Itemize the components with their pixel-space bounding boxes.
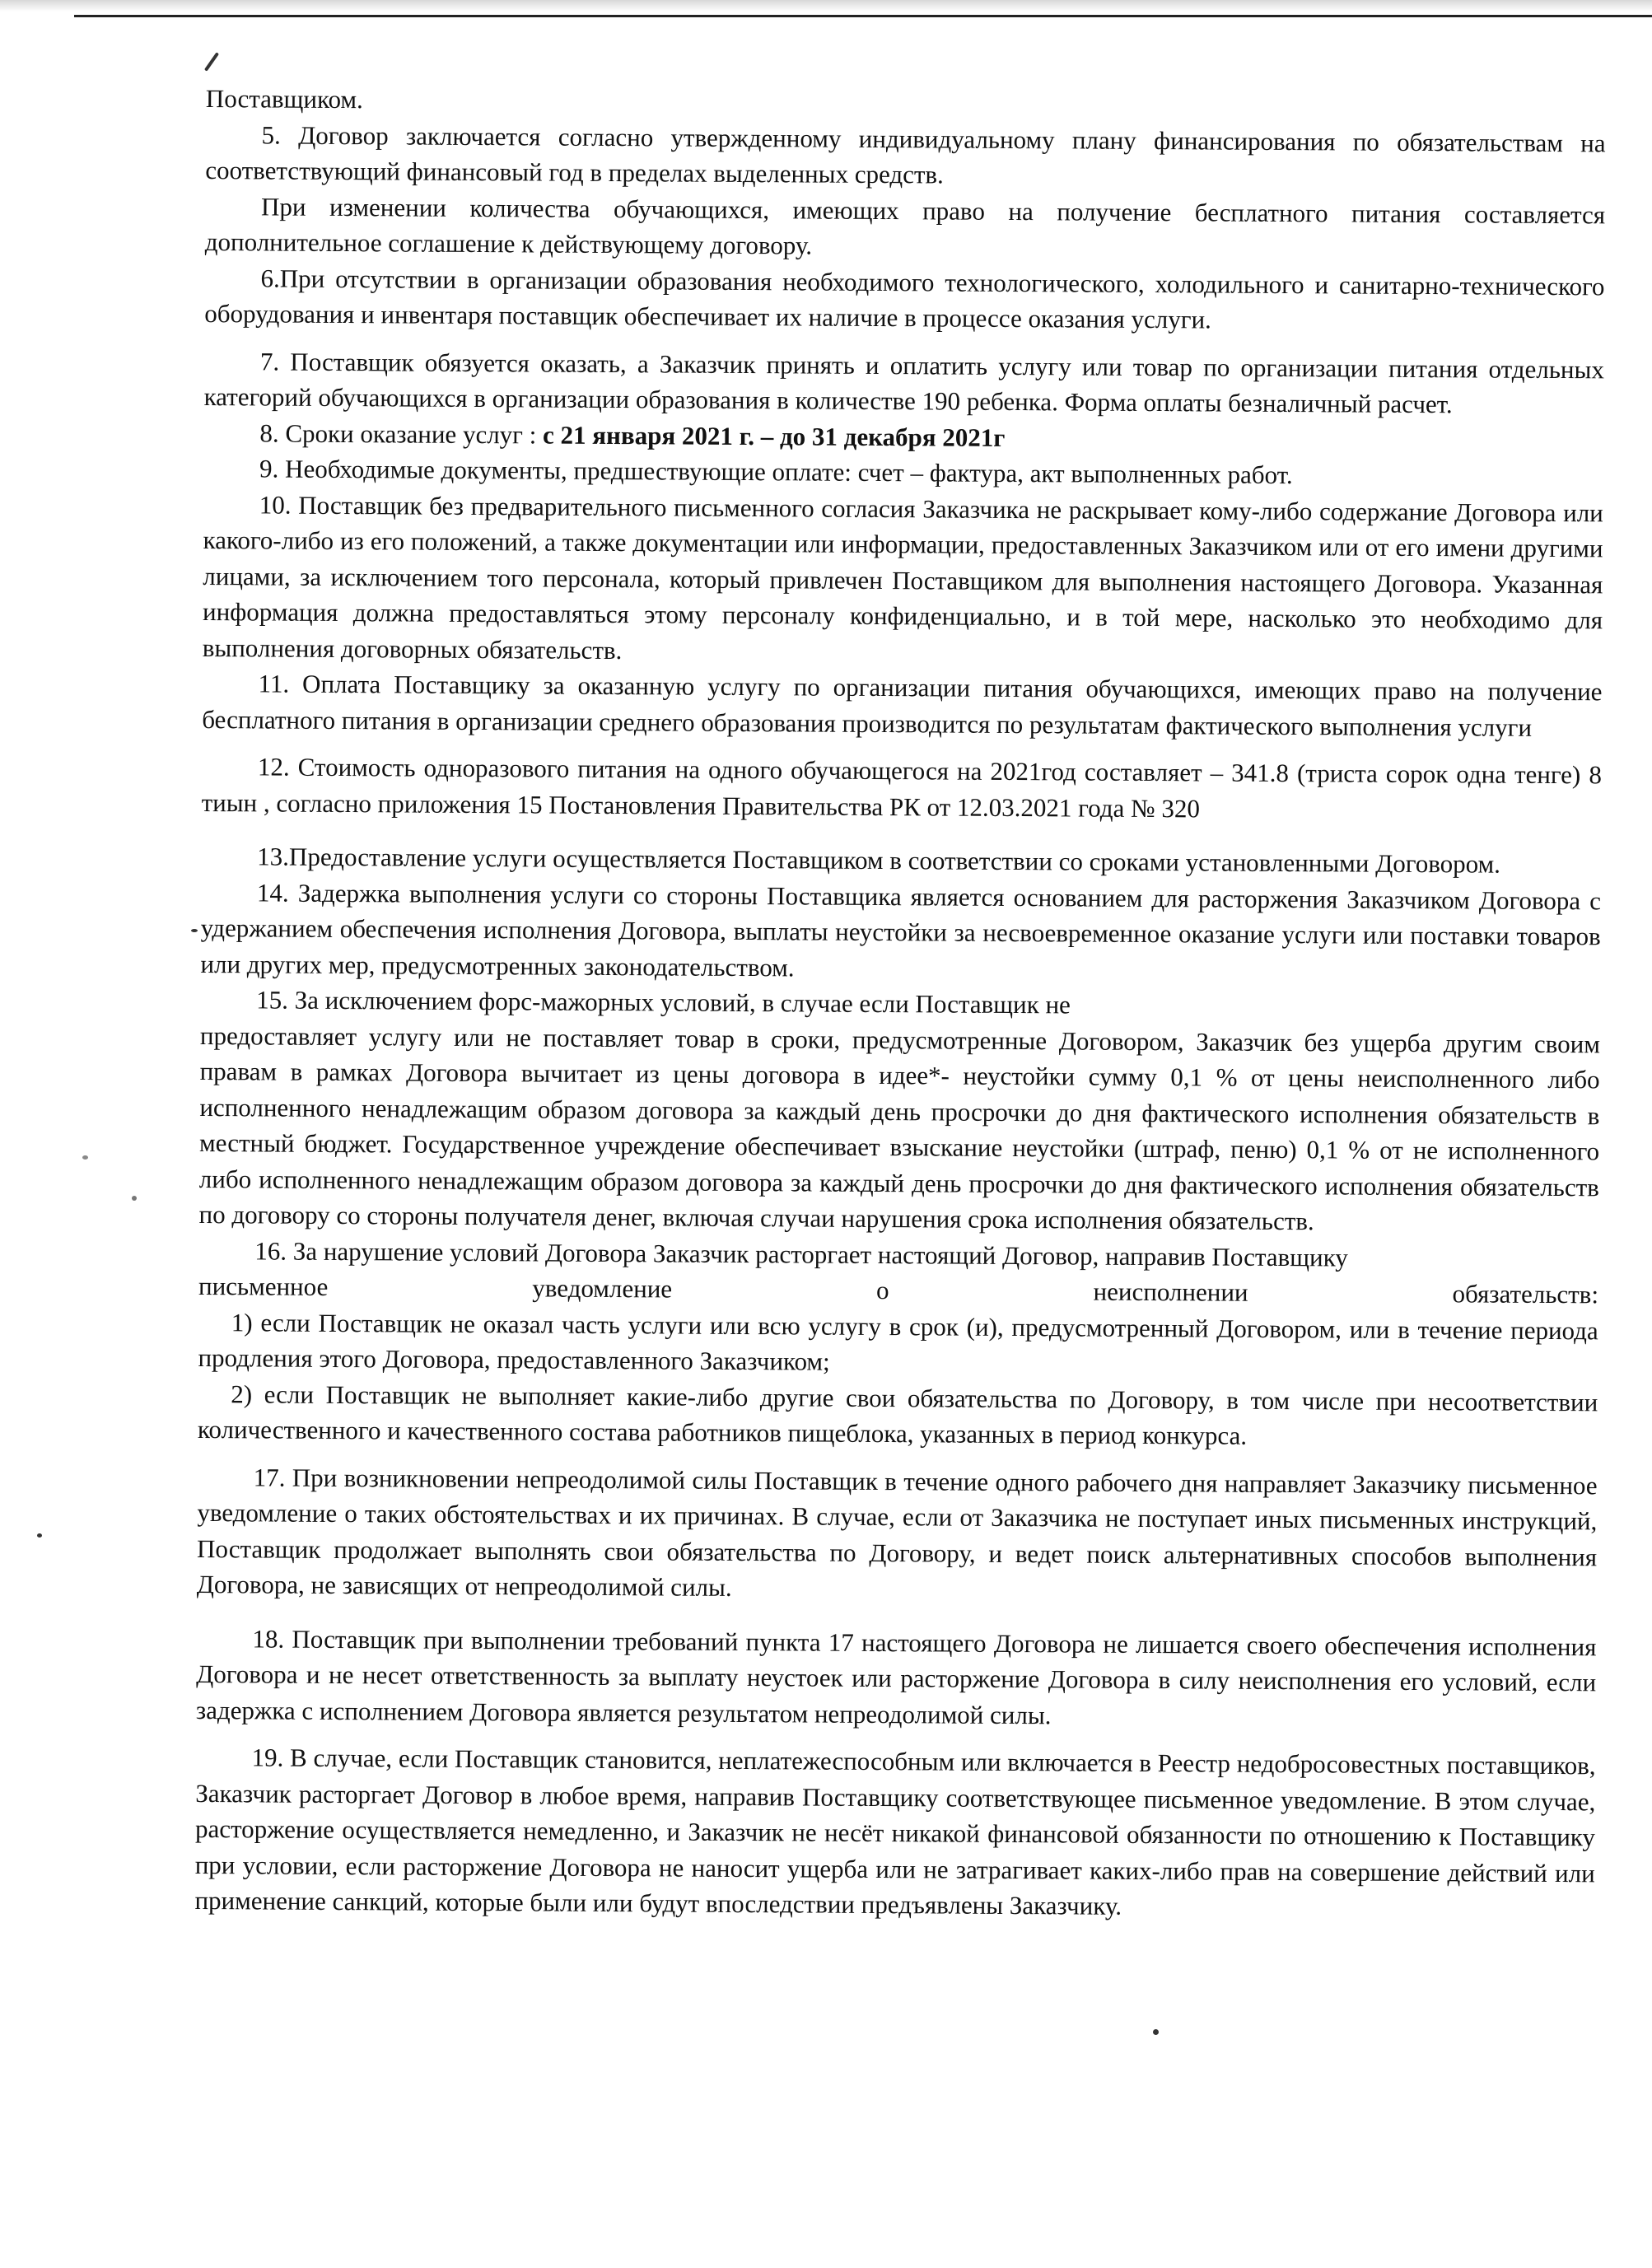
document-page — [194, 81, 1606, 1927]
paragraph-5: 5. Договор заключается согласно утвержденному индивидуальному плану финансирования по обязательствам на соответствующий финансовый год в пределах выделенных средств. — [205, 119, 1606, 189]
scan-speck — [204, 52, 219, 72]
paragraph-14: 14. Задержка выполнения услуги со стороны Поставщика является основанием для расторжения Заказчиком Договора с удержанием обеспечения исполнения Договора, выплаты неустойки за несвоевременное оказание услуги или поставки товаров или других мер, предусмотренных законодательством. — [200, 877, 1602, 982]
scan-speck — [37, 1533, 42, 1538]
paragraph-16-item-1: 1) если Поставщик не оказал часть услуги или всю услугу в срок (и), предусмотренный Договором, или в течение периода продления этого Договора, предоставленного Заказчиком; — [198, 1307, 1598, 1376]
top-rule — [74, 15, 1652, 17]
paragraph-16-item-2: 2) если Поставщик не выполняет какие-либо другие свои обязательства по Договору, в том числе при несоответствии количественного и качественного состава работников пищеблока, указанных в период конкурса. — [197, 1379, 1598, 1450]
word-nonperformance: неисполнении — [1093, 1276, 1248, 1307]
scan-edge — [0, 0, 1652, 12]
paragraph-9: 9. Необходимые документы, предшествующие оплате: счет – фактура, акт выполненных работ. — [259, 454, 1293, 490]
paragraph-5-additional: При изменении количества обучающихся, имеющих право на получение бесплатного питания составляется дополнительное соглашение к действующему договору. — [204, 191, 1606, 260]
paragraph-6: 6.При отсутствии в организации образования необходимого технологического, холодильного и санитарно-технического оборудования и инвентаря поставщик обеспечивает их наличие в процессе оказания услуги. — [204, 263, 1605, 334]
scan-speck — [1153, 2029, 1159, 2035]
paragraph-7: 7. Поставщик обязуется оказать, а Заказчик принять и оплатить услугу или товар по организации питания отдельных категорий обучающихся в организации образования в количестве 190 ребенка. Форма оплаты безналичный расчет. — [203, 346, 1604, 419]
paragraph-18: 18. Поставщик при выполнении требований пункта 17 настоящего Договора не лишается своего обеспечения исполнения Договора и не несет ответственность за выплату неустоек или расторжение Договора в силу неисполнения его условий, если задержка с исполнением Договора является результатом непреодолимой силы. — [195, 1623, 1597, 1729]
paragraph-10: 10. Поставщик без предварительного письменного согласия Заказчика не раскрывает кому-либо содержание Договора или какого-либо из его положений, а также документации или информации, предоставленных Заказчиком или от его имени другими лицами, за исключением того персонала, который привлечен Поставщиком для выполнения настоящего Договора. Указанная информация должна предоставляться этому персоналу конфиденциально, и в той мере, насколько это необходимо для выполнения договорных обязательств. — [202, 489, 1603, 665]
paragraph-15: предоставляет услугу или не поставляет товар в сроки, предусмотренные Договором, Заказчик без ущерба другим своим правам в рамках Договора вычитает из цены договора в идее*- неустойки сумму 0,1 % от цены неисполненного либо исполненного ненадлежащим образом договора за каждый день просрочки до дня фактического исполнения обязательств в местный бюджет. Государственное учреждение обеспечивает взыскание неустойки (штраф, пеню) 0,1 % от не исполненного либо исполненного ненадлежащим образом договора за каждый день просрочки до дня фактического исполнения обязательств по договору со стороны получателя денег, включая случаи нарушения срока исполнения обязательств. — [198, 1020, 1600, 1236]
scan-speck — [132, 1196, 137, 1201]
paragraph-13: 13.Предоставление услуги осуществляется Поставщиком в соответствии со сроками установленными Договором. — [257, 842, 1501, 879]
paragraph-17: 17. При возникновении непреодолимой силы Поставщик в течение одного рабочего дня направляет Заказчику письменное уведомление о таких обстоятельствах и их причинах. В случае, если от Заказчика не поступает иных письменных инструкций, Поставщик продолжает выполнять свои обязательства по Договору, и ведет поиск альтернативных способов выполнения Договора, не зависящих от непреодолимой силы. — [196, 1462, 1598, 1602]
paragraph-12: 12. Стоимость одноразового питания на одного обучающегося на 2021год составляет – 341.8 (триста сорок одна тенге) 8 тиын , согласно приложения 15 Постановления Правительства РК от 12.03.2021 года № 320 — [201, 752, 1602, 823]
word-notice: уведомление — [532, 1273, 673, 1304]
scan-speck — [191, 929, 198, 932]
paragraph-continuation: Поставщиком. — [205, 83, 363, 114]
paragraph-11: 11. Оплата Поставщику за оказанную услугу по организации питания обучающихся, имеющих право на получение бесплатного питания в организации среднего образования производится по результатам фактического выполнения услуги — [202, 669, 1603, 742]
paragraph-8-lead: 8. Сроки оказание услуг : — [259, 418, 544, 450]
scan-speck — [82, 1155, 88, 1160]
service-dates: с 21 января 2021 г. – до 31 декабря 2021г — [542, 420, 1006, 452]
paragraph-15-start: 15. За исключением форс-мажорных условий, в случае если Поставщик не — [256, 985, 1071, 1020]
paragraph-19: 19. В случае, если Поставщик становится, неплатежеспособным или включается в Реестр недобросовестных поставщиков, Заказчик расторгает Договор в любое время, направив Поставщику соответствующее письменное уведомление. В этом случае, расторжение осуществляется немедленно, и Заказчик не несёт никакой финансовой обязанности по отношению к Поставщику при условии, если расторжение Договора не наносит ущерба или не затрагивает каких-либо прав на совершение действий или применение санкций, которые были или будут впоследствии предъявлены Заказчику. — [194, 1743, 1596, 1920]
word-written: письменное — [198, 1271, 329, 1301]
paragraph-16: 16. За нарушение условий Договора Заказчик расторгает настоящий Договор, направив Поставщику — [254, 1235, 1348, 1272]
word-obligations: обязательств: — [1452, 1279, 1599, 1309]
word-about: о — [876, 1276, 889, 1305]
